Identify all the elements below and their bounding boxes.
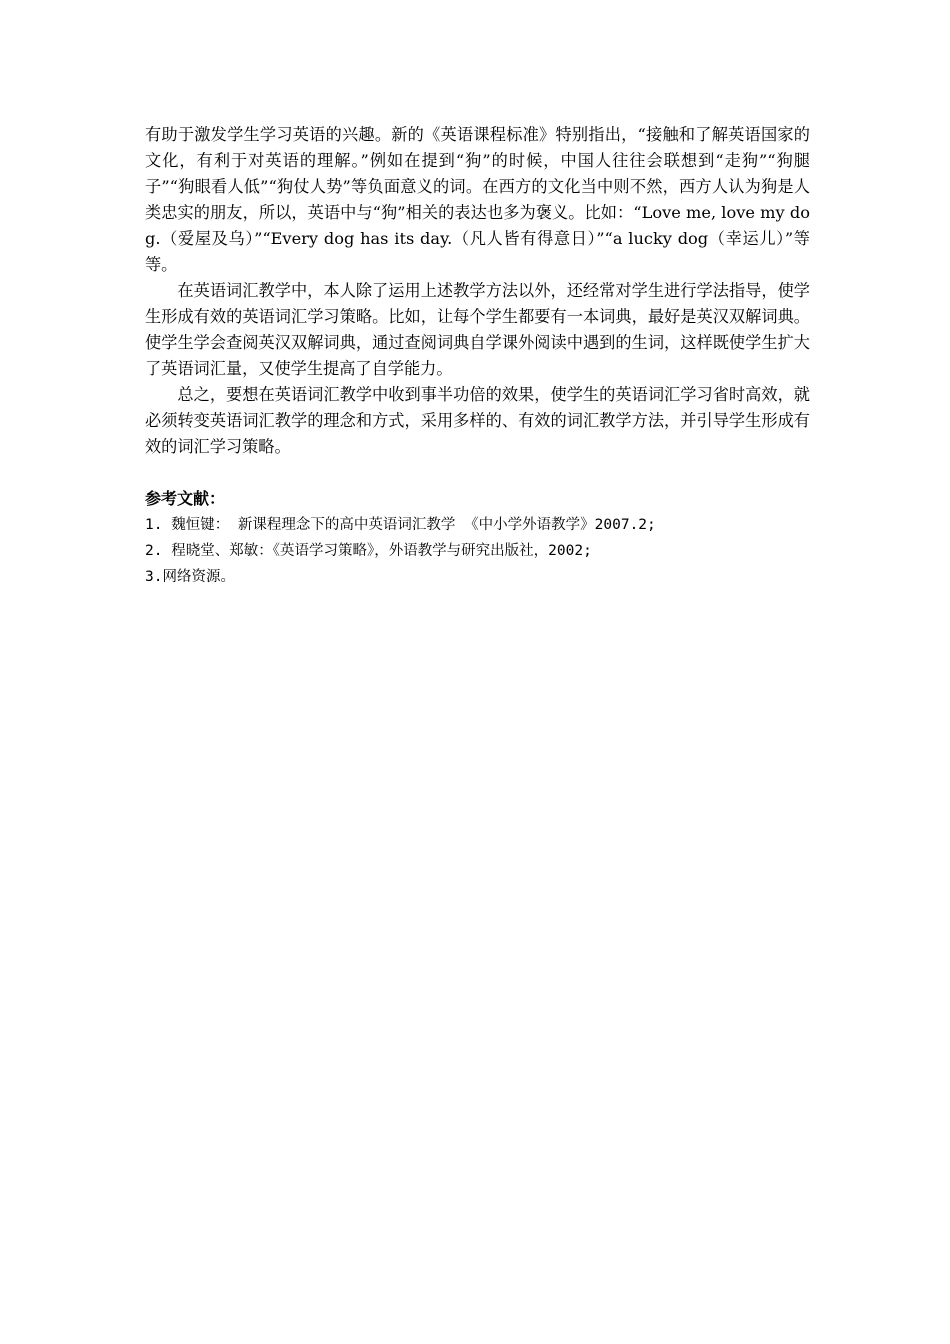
body-paragraph-3: 总之，要想在英语词汇教学中收到事半功倍的效果，使学生的英语词汇学习省时高效，就必须转变英语词汇教学的理念和方式，采用多样的、有效的词汇教学方法，并引导学生形成有效的词汇学习策略。 [145,385,810,456]
reference-item-2: 2. 程晓堂、郑敏：《英语学习策略》，外语教学与研究出版社，2002; [145,543,592,559]
references-list [145,512,810,590]
reference-item-3: 3.网络资源。 [145,569,235,585]
section-spacer [145,460,810,486]
body-paragraph-1: 有助于激发学生学习英语的兴趣。新的《英语课程标准》特别指出，“接触和了解英语国家的文化，有利于对英语的理解。”例如在提到“狗”的时候，中国人往往会联想到“走狗”“狗腿子”“狗眼看人低”“狗仗人势”等负面意义的词。在西方的文化当中则不然，西方人认为狗是人类忠实的朋友，所以，英语中与“狗”相关的表达也多为褒义。比如：“Love me, love my dog.（爱屋及乌）”“Every dog has its day.（凡人皆有得意日）”“a lucky dog（幸运儿）”等等。 [145,125,810,274]
document-body [145,122,810,590]
references-heading: 参考文献： [145,489,226,508]
body-paragraph-2: 在英语词汇教学中，本人除了运用上述教学方法以外，还经常对学生进行学法指导，使学生形成有效的英语词汇学习策略。比如，让每个学生都要有一本词典，最好是英汉双解词典。使学生学会查阅英汉双解词典，通过查阅词典自学课外阅读中遇到的生词，这样既使学生扩大了英语词汇量，又使学生提高了自学能力。 [145,281,810,378]
reference-item-1: 1. 魏恒键： 新课程理念下的高中英语词汇教学 《中小学外语教学》2007.2; [145,517,656,533]
